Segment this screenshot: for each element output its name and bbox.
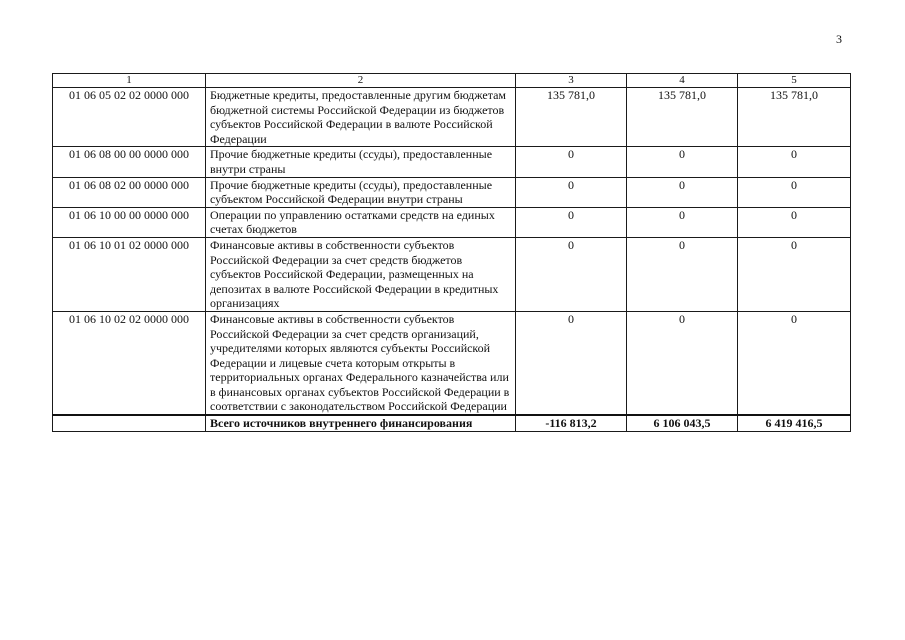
row-code: 01 06 08 02 00 0000 000 [53,177,206,207]
row-value-year-3: 0 [738,207,851,237]
table-row [53,207,851,237]
table-row [53,311,851,415]
row-value-year-2: 0 [627,207,738,237]
total-row [53,415,851,431]
table-row [53,88,851,147]
total-value-year-1: -116 813,2 [516,415,627,431]
row-value-year-1: 0 [516,147,627,177]
row-value-year-3: 0 [738,177,851,207]
row-value-year-1: 0 [516,237,627,311]
row-name: Финансовые активы в собственности субъектов Российской Федерации за счет средств бюджетов субъектов Российской Федерации, размещенных на депозитах в валюте Российской Федерации в кредитных организациях [206,237,516,311]
row-value-year-3: 0 [738,237,851,311]
row-name: Бюджетные кредиты, предоставленные другим бюджетам бюджетной системы Российской Федерации из бюджетов субъектов Российской Федерации в валюте Российской Федерации [206,88,516,147]
financing-sources-table [52,73,851,432]
row-value-year-2: 0 [627,177,738,207]
header-row [53,74,851,88]
row-value-year-2: 0 [627,311,738,415]
total-code [53,415,206,431]
row-value-year-1: 135 781,0 [516,88,627,147]
table-row [53,147,851,177]
row-code: 01 06 10 02 02 0000 000 [53,311,206,415]
total-value-year-3: 6 419 416,5 [738,415,851,431]
row-value-year-2: 0 [627,237,738,311]
row-name: Финансовые активы в собственности субъектов Российской Федерации за счет средств организаций, учредителями которых являются субъекты Российской Федерации и лицевые счета которым открыты в территориальных органах Федерального казначейства или в финансовых органах субъектов Российской Федерации в соответствии с законодательством Российской Федерации [206,311,516,415]
column-header-code: 1 [53,74,206,88]
total-value-year-2: 6 106 043,5 [627,415,738,431]
column-header-year-3: 5 [738,74,851,88]
total-label: Всего источников внутреннего финансирования [206,415,516,431]
row-value-year-1: 0 [516,311,627,415]
row-value-year-2: 135 781,0 [627,88,738,147]
row-code: 01 06 08 00 00 0000 000 [53,147,206,177]
row-value-year-1: 0 [516,177,627,207]
column-header-year-2: 4 [627,74,738,88]
row-name: Операции по управлению остатками средств на единых счетах бюджетов [206,207,516,237]
row-code: 01 06 10 01 02 0000 000 [53,237,206,311]
page-number: 3 [836,32,842,46]
column-header-year-1: 3 [516,74,627,88]
column-header-name: 2 [206,74,516,88]
row-value-year-3: 135 781,0 [738,88,851,147]
row-value-year-3: 0 [738,147,851,177]
row-name: Прочие бюджетные кредиты (ссуды), предоставленные внутри страны [206,147,516,177]
row-value-year-2: 0 [627,147,738,177]
table-row [53,177,851,207]
row-value-year-3: 0 [738,311,851,415]
table-row [53,237,851,311]
row-code: 01 06 05 02 02 0000 000 [53,88,206,147]
row-code: 01 06 10 00 00 0000 000 [53,207,206,237]
row-name: Прочие бюджетные кредиты (ссуды), предоставленные субъектом Российской Федерации внутри страны [206,177,516,207]
row-value-year-1: 0 [516,207,627,237]
